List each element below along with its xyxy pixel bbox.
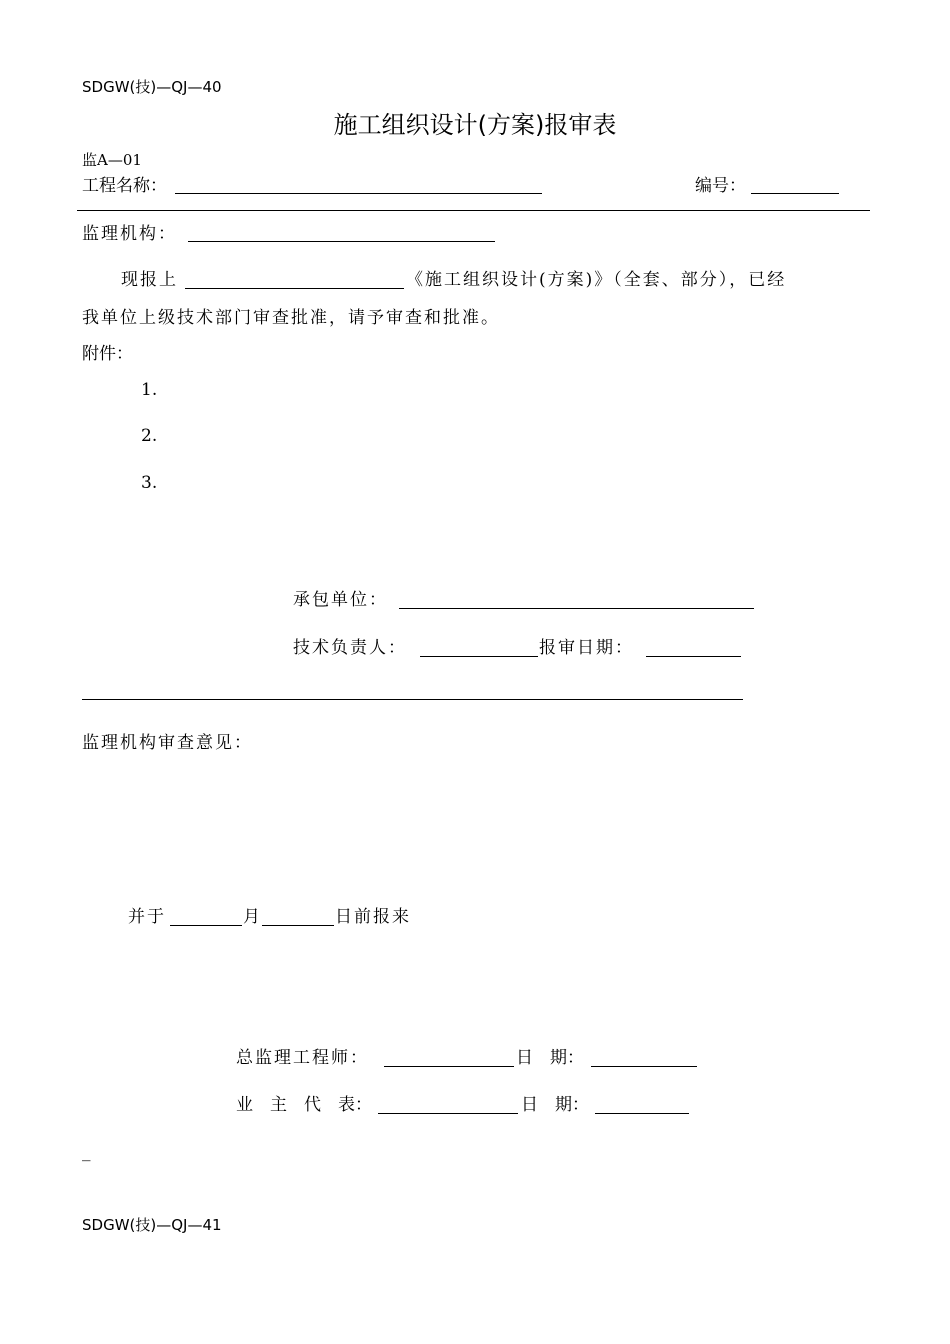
- form-code-bottom: SDGW(技)—QJ—41: [82, 1216, 222, 1234]
- contractor-unit-label: 承包单位：: [293, 590, 388, 610]
- tech-lead-field[interactable]: [420, 656, 538, 657]
- chief-engineer-label: 总监理工程师：: [236, 1048, 369, 1068]
- stray-mark: _: [82, 1142, 91, 1162]
- project-name-label: 工程名称：: [82, 176, 167, 196]
- deadline-day-field[interactable]: [262, 925, 334, 926]
- deadline-suffix: 日前报来: [335, 907, 411, 927]
- body-line2: 我单位上级技术部门审查批准，请予审查和批准。: [82, 308, 500, 328]
- page-title: 施工组织设计(方案)报审表: [333, 111, 617, 139]
- deadline-prefix: 并于: [128, 907, 166, 927]
- header-divider: [77, 210, 870, 211]
- chief-engineer-field[interactable]: [384, 1066, 514, 1067]
- body-line1-prefix: 现报上: [121, 270, 178, 290]
- report-date-field[interactable]: [646, 656, 741, 657]
- section-divider: [82, 699, 743, 700]
- review-date-label-1: 日 期：: [516, 1048, 584, 1068]
- submitted-doc-field[interactable]: [185, 288, 404, 289]
- deadline-month-label: 月: [243, 907, 260, 927]
- body-line1-suffix: 《施工组织设计(方案)》（全套、部分），已经: [406, 270, 787, 290]
- attachments-label: 附件：: [82, 344, 133, 364]
- supervisor-org-field[interactable]: [188, 241, 495, 242]
- attachment-item-2: 2.: [141, 426, 158, 446]
- owner-rep-label: 业 主 代 表：: [236, 1095, 372, 1115]
- number-field[interactable]: [751, 193, 839, 194]
- contractor-unit-field[interactable]: [399, 608, 754, 609]
- tech-lead-label: 技术负责人：: [293, 638, 407, 658]
- review-date-label-2: 日 期：: [521, 1095, 589, 1115]
- review-date-field-1[interactable]: [591, 1066, 697, 1067]
- project-name-field[interactable]: [175, 193, 542, 194]
- review-date-field-2[interactable]: [595, 1113, 689, 1114]
- attachment-item-3: 3.: [141, 473, 158, 493]
- review-opinion-label: 监理机构审查意见：: [82, 733, 253, 753]
- owner-rep-field[interactable]: [378, 1113, 518, 1114]
- supervisor-org-label: 监理机构：: [82, 224, 177, 244]
- attachment-item-1: 1.: [141, 380, 158, 400]
- number-label: 编号：: [695, 176, 746, 196]
- report-date-label: 报审日期：: [539, 638, 634, 658]
- form-code-top: SDGW(技)—QJ—40: [82, 78, 222, 96]
- deadline-month-field[interactable]: [170, 925, 242, 926]
- form-sub-code: 监A—01: [82, 151, 142, 169]
